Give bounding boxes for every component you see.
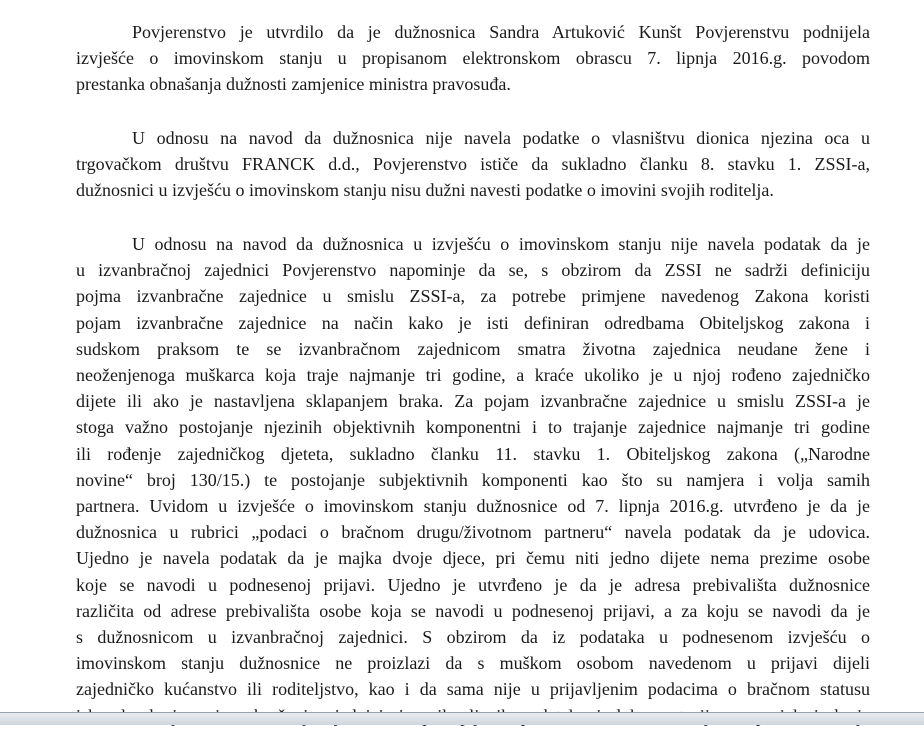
text-line: partnera. Uvidom u izvješće o imovinskom stanju dužnosnice od 7. lipnja 2016.g. utvrđeno je da je	[76, 496, 870, 516]
text-line: pojma izvanbračne zajednice u smislu ZSSI-a, za potrebe primjene navedenog Zakona koristi	[76, 286, 870, 307]
text-line: različita od adrese prebivališta osobe koja se navodi u podnesenoj prijavi, a za koju se navodi da je	[76, 600, 870, 621]
text-line: neoženjenoga muškarca koja traje najmanje tri godine, a kraće ukoliko je u njoj rođeno zajedničko	[76, 365, 870, 385]
text-line: U odnosu na navod da dužnosnica u izvješću o imovinskom stanju nije navela podatak da je	[132, 234, 870, 254]
text-line: Povjerenstvo je utvrdilo da je dužnosnica Sandra Artuković Kunšt Povjerenstvu podnijela	[132, 22, 870, 42]
text-line: dužnosnica u rubrici „podaci o bračnom drugu/životnom partneru“ navela podatak da je udovica.	[76, 522, 870, 543]
text-line: stoga važno postojanje njezinih objektivnih komponentni i to trajanje zajednice najmanje tri godine	[76, 417, 870, 438]
text-line: zajedničko kućanstvo ili roditeljstvo, kao i da sama nije u prijavljenim podacima o bračnom statusu	[76, 679, 870, 700]
text-line: dužnosnici u izvješću o imovinskom stanju nisu dužni navesti podatke o imovini svojih roditelja.	[76, 180, 774, 201]
text-line: dijete ili ako je nastavljena sklapanjem braka. Za pojam izvanbračne zajednice u smislu ZSSI-a je	[76, 391, 870, 412]
text-line: s dužnosnicom u izvanbračnoj zajednici. S obzirom da iz podataka u podnesenom izvješću o	[76, 627, 870, 647]
text-line: ili rođenje zajedničkog djeteta, sukladno članku 11. stavku 1. Obiteljskog zakona („Narodne	[76, 443, 870, 464]
text-line: u izvanbračnoj zajednici Povjerenstvo napominje da se, s obzirom da ZSSI ne sadrži definiciju	[76, 260, 870, 281]
text-line: U odnosu na navod da dužnosnica nije navela podatke o vlasništvu dionica njezina oca u	[132, 128, 870, 148]
window-bottom-edge	[0, 712, 924, 725]
text-line: trgovačkom društvu FRANCK d.d., Povjerenstvo ističe da sukladno članku 8. stavku 1. ZSSI-a,	[76, 154, 870, 175]
text-line: sudskom praksom te se izvanbračnom zajednicom smatra životna zajednica neudane žene i	[76, 338, 870, 359]
text-line: izvješće o imovinskom stanju u propisanom elektronskom obrascu 7. lipnja 2016.g. povodom	[76, 48, 870, 69]
text-line: novine“ broj 130/15.) te postojanje subjektivnih komponenti kao što su namjera i volja samih	[76, 469, 870, 490]
text-line: imovinskom stanju dužnosnice ne proizlazi da s muškom osobom navedenom u prijavi dijeli	[76, 653, 870, 674]
text-line: koje se navodi u podnesenoj prijavi. Ujedno je utvrđeno je da je adresa prebivališta dužnosnice	[76, 574, 870, 595]
text-line: Ujedno je navela podatak da je majka dvoje djece, pri čemu niti jedno dijete nema prezime osobe	[76, 548, 870, 569]
text-line: prestanka obnašanja dužnosti zamjenice ministra pravosuđa.	[76, 74, 511, 95]
text-line: pojam izvanbračne zajednice na način kako je isti definiran odredbama Obiteljskog zakona i	[76, 312, 870, 333]
